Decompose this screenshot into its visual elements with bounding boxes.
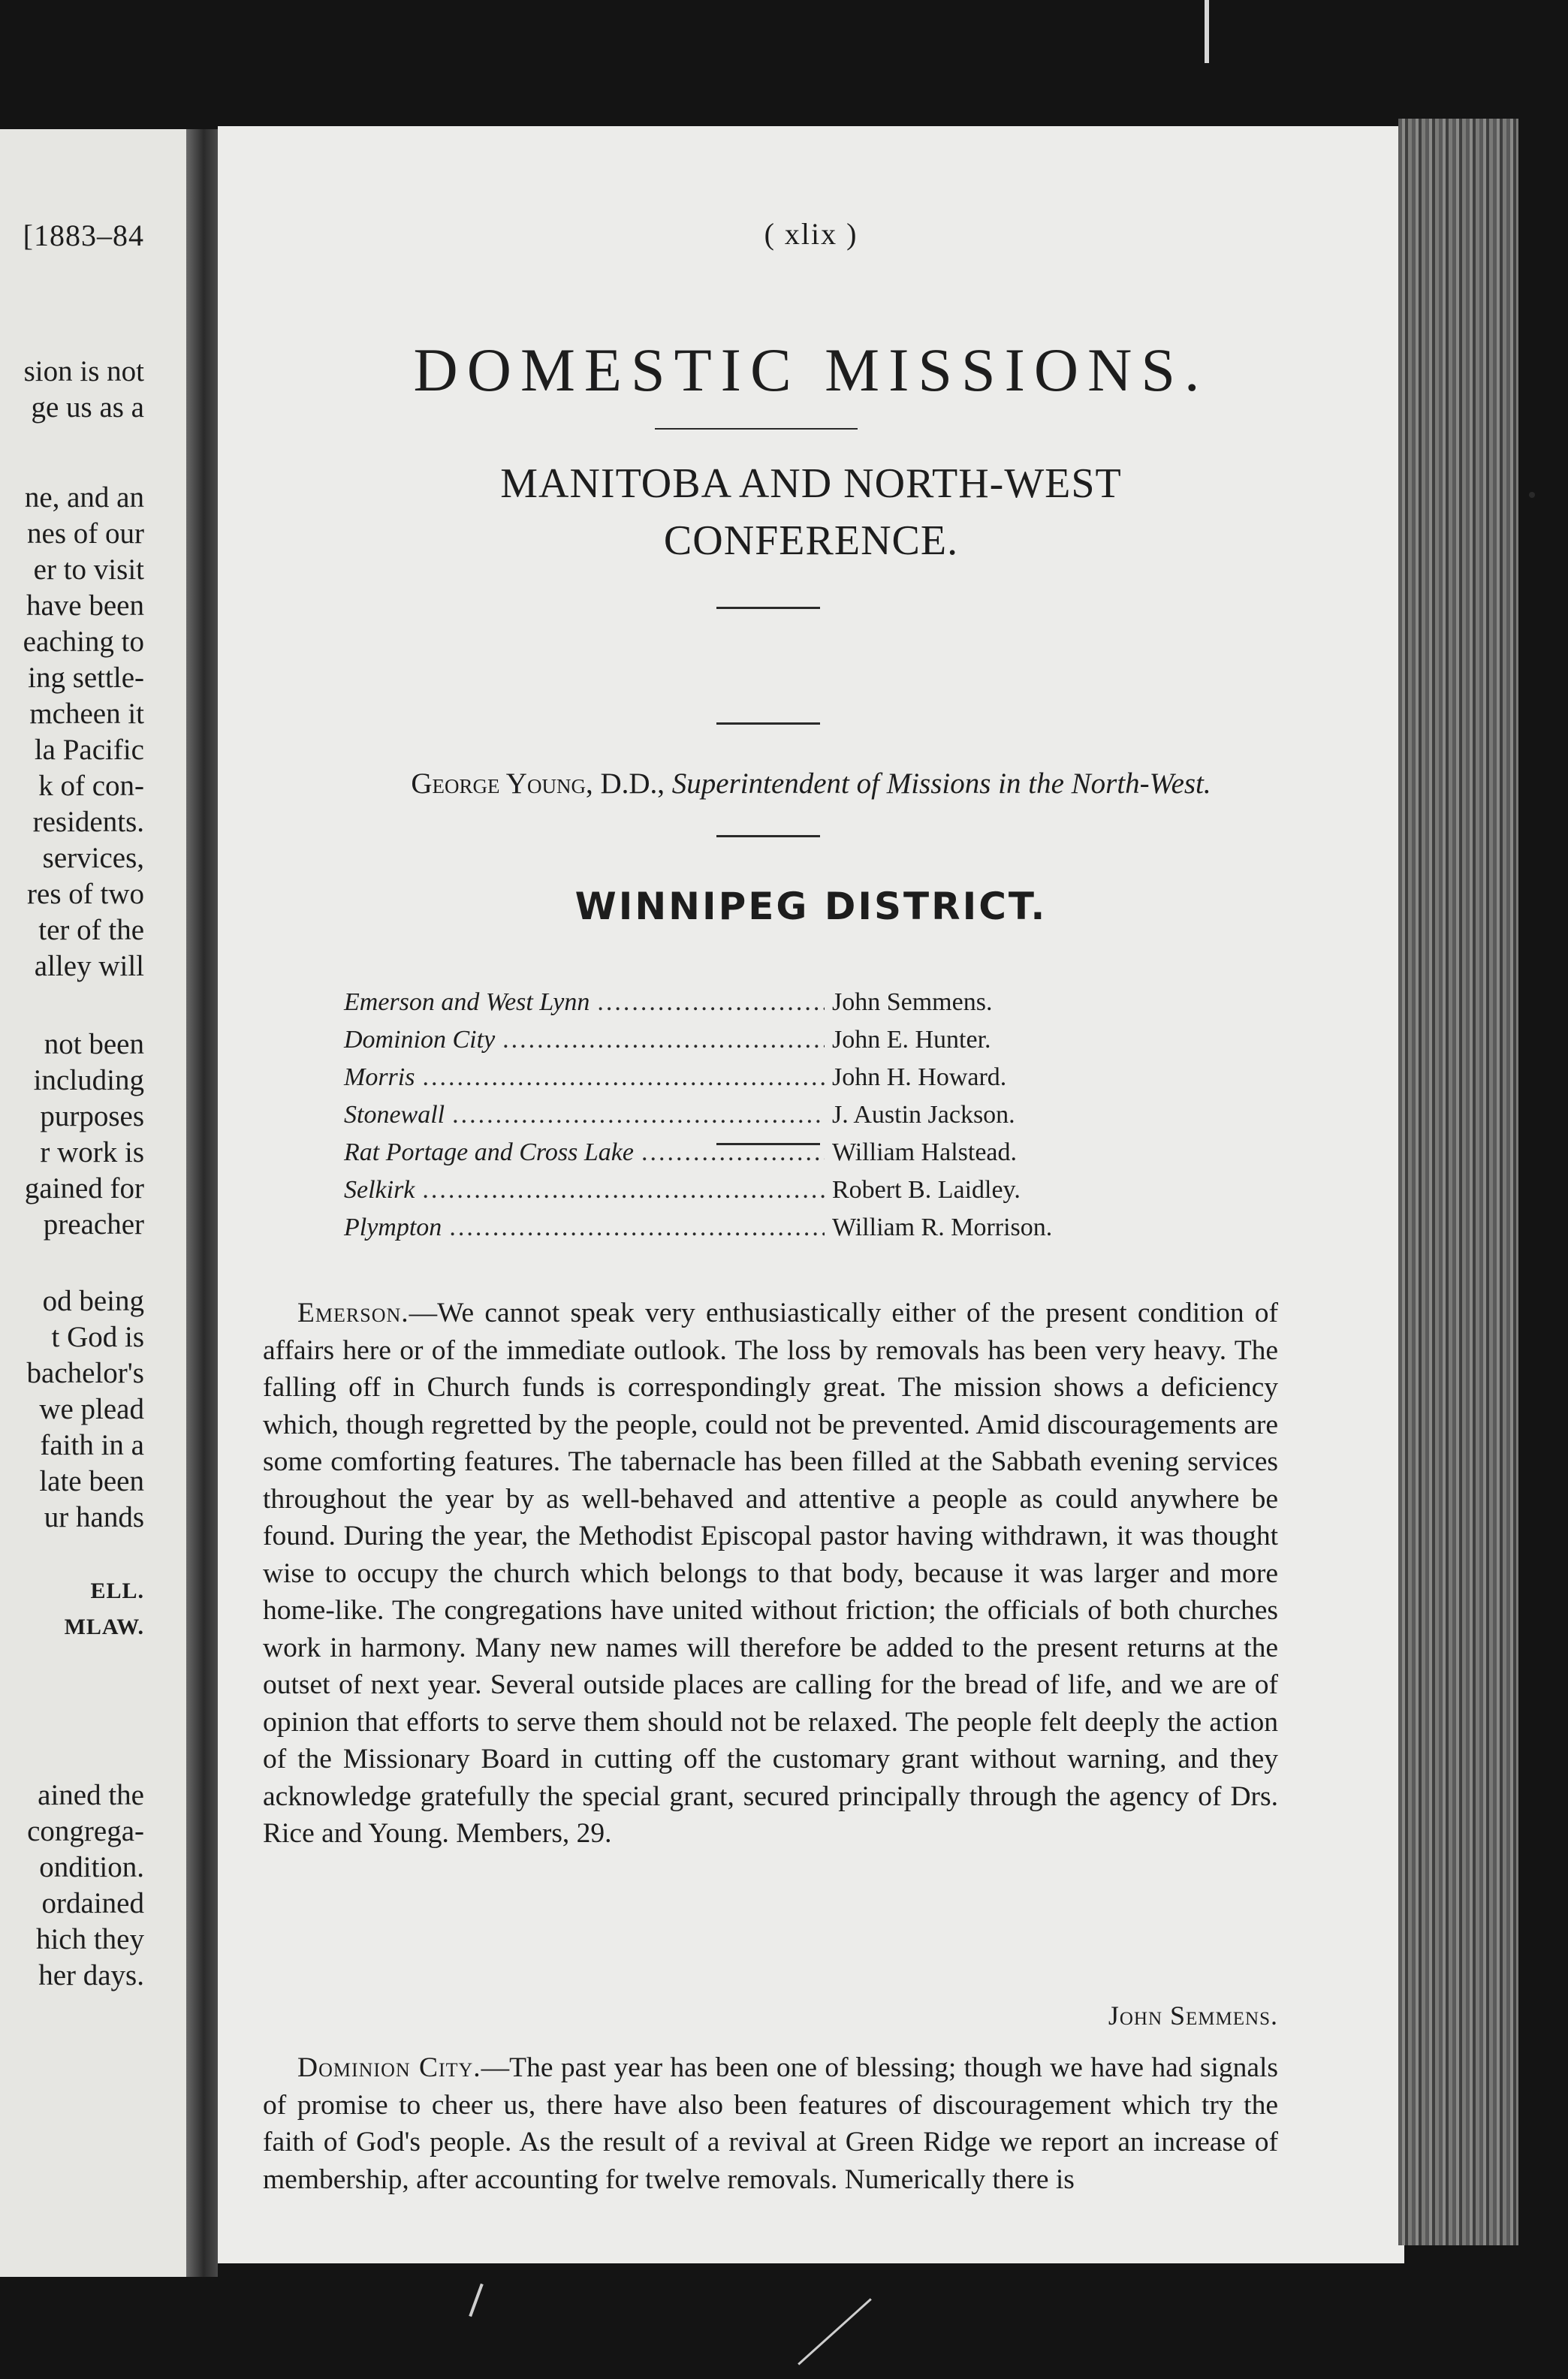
page-number: ( xlix ) bbox=[764, 217, 858, 251]
left-facing-page bbox=[0, 129, 188, 2277]
report-signature: John Semmens. bbox=[1108, 2001, 1278, 2031]
left-page-line: purposes bbox=[40, 1100, 144, 1132]
page-edges bbox=[1398, 119, 1518, 2245]
left-page-line: t God is bbox=[51, 1321, 144, 1353]
circuit-row bbox=[344, 1176, 1132, 1214]
superintendent-role: Superintendent of Missions in the North-West. bbox=[671, 767, 1211, 800]
film-scratch bbox=[798, 2298, 872, 2365]
circuit-minister: John E. Hunter. bbox=[832, 1026, 991, 1054]
left-page-line: bachelor's bbox=[26, 1357, 144, 1389]
left-page-line: congrega- bbox=[27, 1815, 144, 1847]
district-title: WINNIPEG DISTRICT. bbox=[574, 885, 1048, 928]
report-text: —We cannot speak very enthusiastically either of the present condition of affairs here or of the immediate outlook. The loss by removals has been very heavy. The falling off in Church funds is correspondingly great. The mission shows a deficiency which, though regretted by the people, could not be prevented. Amid discouragements are some comforting features. The tabernacle has been filled at the Sabbath evening services throughout the year by as well-behaved and attentive a people as could anywhere be found. During the year, the Methodist Episcopal pastor having withdrawn, it was thought wise to occupy the church which belongs to that body, because it was larger and more home-like. The congregations have united without friction; the officials of both churches work in harmony. Many new names will therefore be added to the present returns at the outset of next year. Several outside places are calling for the bread of life, and we are of opinion that efforts to serve them should not be relaxed. The people felt deeply the action of the Missionary Board in cutting off the customary grant without warning, and they acknowledge gratefully the special grant, secured principally through the agency of Drs. Rice and Young. Members, 29. bbox=[263, 1298, 1278, 1849]
superintendent-rule bbox=[716, 722, 820, 725]
film-scratch bbox=[1205, 0, 1209, 63]
main-page bbox=[218, 126, 1404, 2263]
left-page-line: od being bbox=[42, 1285, 144, 1317]
left-page-line: er to visit bbox=[33, 553, 144, 586]
left-page-line: have been bbox=[26, 589, 144, 622]
circuit-list bbox=[344, 988, 1132, 1251]
page-title: DOMESTIC MISSIONS. bbox=[413, 336, 1209, 404]
circuit-minister: J. Austin Jackson. bbox=[832, 1101, 1015, 1129]
circuit-row bbox=[344, 1214, 1132, 1251]
conference-title bbox=[218, 455, 1404, 569]
circuit-place: Emerson and West Lynn bbox=[344, 988, 590, 1016]
left-page-line: not been bbox=[44, 1028, 144, 1060]
circuit-row bbox=[344, 1026, 1132, 1063]
left-page-line: ordained bbox=[41, 1887, 144, 1919]
left-page-header: [1883–84 bbox=[23, 219, 144, 252]
circuit-list-rule bbox=[716, 1143, 820, 1145]
dot-leader bbox=[597, 988, 825, 1017]
left-page-line: gained for bbox=[24, 1172, 144, 1205]
left-page-line: k of con- bbox=[38, 770, 144, 802]
circuit-place: Dominion City bbox=[344, 1026, 496, 1054]
left-page-line: nes of our bbox=[27, 517, 144, 550]
left-page-line: ELL. bbox=[90, 1578, 144, 1603]
circuit-place: Plympton bbox=[344, 1214, 442, 1241]
left-page-line: mcheen it bbox=[29, 698, 144, 730]
district-rule bbox=[716, 835, 820, 837]
circuit-place: Rat Portage and Cross Lake bbox=[344, 1138, 634, 1166]
left-page-line: ge us as a bbox=[31, 391, 144, 424]
report-lead: Dominion City. bbox=[297, 2052, 481, 2083]
conference-rule bbox=[716, 607, 820, 609]
left-page-line: her days. bbox=[38, 1959, 144, 1992]
circuit-place: Morris bbox=[344, 1063, 415, 1091]
left-page-line: ondition. bbox=[39, 1851, 144, 1883]
left-page-line: sion is not bbox=[23, 355, 144, 387]
left-page-line: faith in a bbox=[40, 1429, 144, 1461]
left-page-line: residents. bbox=[32, 806, 144, 838]
conference-title-line1: MANITOBA AND NORTH-WEST bbox=[500, 460, 1122, 507]
circuit-minister: John Semmens. bbox=[832, 988, 993, 1016]
circuit-minister: William R. Morrison. bbox=[832, 1214, 1053, 1241]
report-emerson bbox=[263, 1295, 1278, 1853]
left-page-line: ne, and an bbox=[24, 481, 144, 514]
circuit-row bbox=[344, 988, 1132, 1026]
left-page-line: hich they bbox=[35, 1923, 144, 1955]
left-page-line: ained the bbox=[38, 1779, 144, 1811]
superintendent-name: George Young, D.D., bbox=[411, 767, 665, 800]
conference-title-line2: CONFERENCE. bbox=[663, 517, 959, 564]
left-page-line: r work is bbox=[40, 1136, 144, 1168]
report-text: —The past year has been one of blessing; though we have had signals of promise to cheer us, there have also been features of discouragement which try the faith of God's people. As the result of a revival at Green Ridge we report an increase of membership, after accounting for twelve removals. Numerically there is bbox=[263, 2052, 1278, 2195]
dot-leader bbox=[449, 1214, 825, 1242]
dot-leader bbox=[422, 1176, 825, 1205]
film-scratch bbox=[469, 2284, 483, 2317]
book-spine bbox=[186, 129, 218, 2277]
circuit-minister: Robert B. Laidley. bbox=[832, 1176, 1021, 1204]
circuit-place: Stonewall bbox=[344, 1101, 445, 1129]
title-rule bbox=[655, 428, 858, 430]
left-page-line: ur hands bbox=[44, 1501, 144, 1533]
left-page-line: res of two bbox=[27, 878, 144, 910]
report-dominion-city bbox=[263, 2049, 1278, 2198]
left-page-line: MLAW. bbox=[64, 1615, 144, 1639]
ink-dot bbox=[1529, 492, 1535, 498]
left-page-line: we plead bbox=[39, 1393, 144, 1425]
circuit-place: Selkirk bbox=[344, 1176, 415, 1204]
dot-leader bbox=[422, 1063, 825, 1092]
circuit-minister: John H. Howard. bbox=[832, 1063, 1007, 1091]
dot-leader bbox=[452, 1101, 825, 1129]
left-page-line: including bbox=[33, 1064, 144, 1096]
left-page-line: ing settle- bbox=[28, 662, 144, 694]
circuit-row bbox=[344, 1101, 1132, 1138]
dot-leader bbox=[502, 1026, 825, 1054]
left-page-line: alley will bbox=[34, 950, 144, 982]
left-page-line: ter of the bbox=[38, 914, 144, 946]
left-page-line: late been bbox=[39, 1465, 144, 1497]
left-page-line: la Pacific bbox=[34, 734, 144, 766]
left-page-line: eaching to bbox=[23, 626, 144, 658]
left-page-line: preacher bbox=[43, 1208, 144, 1241]
left-page-line: services, bbox=[42, 842, 144, 874]
report-lead: Emerson. bbox=[297, 1298, 409, 1328]
circuit-minister: William Halstead. bbox=[832, 1138, 1018, 1166]
circuit-row bbox=[344, 1063, 1132, 1101]
superintendent-line bbox=[218, 767, 1404, 801]
